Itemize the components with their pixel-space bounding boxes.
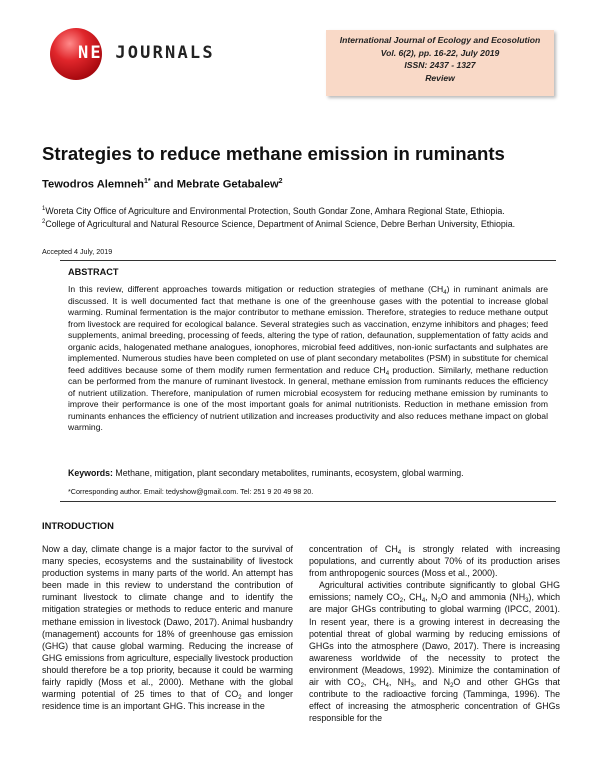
journal-volume: Vol. 6(2), pp. 16-22, July 2019	[380, 47, 500, 58]
author-list: Tewodros Alemneh$^{1*}$ and Mebrate Getabalew$^2$	[42, 178, 283, 191]
journal-name: International Journal of Ecology and Ecosolution	[339, 35, 541, 45]
keywords: Keywords: Methane, mitigation, plant secondary metabolites, ruminants, ecosystem, global warming.	[68, 468, 464, 478]
abstract-text: In this review, different approaches towards mitigation or reduction strategies of methane $(CH_4)$ in ruminant animals are discussed. It is well documented fact that methane is one of the greenhouse gases with the potential to increase global warming. Ruminal fermentation is the major contributor to methane emission. Therefore, strategies to reduce methane output from livestock are required for ecological balance. Several strategies such as vaccination, enzyme inhibitors and phages; feed supplements, animal breeding, processing of feeds, altering the type of ration, defaunation, supplementation of fatty acids and organic acids, halogenated methane analogues, ionophores, microbial feed additives, non-ionic surfactants and sulphates are implemented. Numerous studies have been completed on use of plant secondary metabolites (PSM) in substitute for chemical feed additives because some of them modify rumen fermentation and reduce $CH_4$ production. Similarly, methane reduction can be performed from the manure of ruminant livestock. In general, methane emission from ruminants reduces the efficiency of nutrient utilization. Therefore, manipulation of rumen microbial ecosystem for reducing methane emission by ruminants to improve their performance is one of the most important goals for animal nutritionists. Reduction in methane emission from ruminants enhances the efficiency of nutrient utilization and increases productivity and also reduces methane impact on global warming.	[68, 284, 548, 432]
affiliations	[42, 204, 558, 231]
accepted-date: Accepted 4 July, 2019	[42, 247, 113, 256]
abstract-section	[60, 260, 556, 502]
paper-title: Strategies to reduce methane emission in ruminants	[42, 143, 505, 164]
affiliation-1: $^1$Woreta City Office of Agriculture and Environmental Protection, South Gondar Zone, Amhara Regional State, Ethiopia.	[42, 205, 505, 216]
article-type: Review	[425, 72, 455, 83]
abstract-heading: ABSTRACT	[68, 267, 119, 277]
intro-column-1	[42, 543, 293, 712]
intro-paragraph-1: Now a day, climate change is a major factor to the survival of many species, ecosystems and the sustainability of livestock production systems in many parts of the world. An attempt has been made in this review to understand the contribution of ruminant livestock to climate change and to identify the mitigation strategies or methods to reduce enteric and manure methane emission in livestock (Dawo, 2017). Animal husbandry (management) accounts for 18% of greenhouse gas emission (GHG) that cause global warming. Reducing the increase of GHG emissions from agriculture, especially livestock production should therefore be a top priority, because it could be warming fairly rapidly (Moss et al., 2000). Methane with the global warming potential of 25 times to that of $CO_2$ and longer residence time is an important GHG. This increase in the	[42, 544, 293, 712]
intro-column-2	[309, 543, 560, 724]
introduction-heading: INTRODUCTION	[42, 520, 114, 531]
affiliation-2: $^2$College of Agricultural and Natural Resource Science, Department of Animal Science, Debre Berhan University, Ethiopia.	[42, 219, 516, 230]
corresponding-author: *Corresponding author. Email: tedyshow@gmail.com. Tel: 251 9 20 49 98 20.	[68, 487, 314, 496]
author-2: Mebrate Getabalew	[176, 178, 279, 191]
journal-logo	[42, 26, 222, 82]
intro-paragraph-2: concentration of $CH_4$ is strongly related with increasing populations, and currently about 70% of its production arises from anthropogenic sources (Moss et al., 2000).	[309, 544, 561, 579]
logo-text: NETJOURNALS	[78, 43, 215, 63]
journal-issn: ISSN: 2437 - 1327	[404, 60, 476, 70]
intro-paragraph-3: Agricultural activities contribute significantly to global GHG emissions; namely $CO_2$, $CH_4$, $N_2O$ and ammonia $(NH_3)$, which are major GHGs contributing to global warming (IPCC, 2001). In resent year, there is a growing interest in decreasing the potential threat of global warming by reducing emissions of GHGs into the atmosphere (Dawo, 2017). There is increasing awareness worldwide of the necessity to protect the environment (Meadows, 1992). Minimize the contamination of air with $CO_2$, $CH_4$, $NH_3$, and $N_2O$ and other GHGs that contribute to the radioactive forcing (Tamminga, 1996). The effect of increasing the atmospheric concentration of GHGs responsible for the	[309, 580, 561, 724]
journal-info-box	[326, 30, 554, 96]
author-1: Tewodros Alemneh	[42, 178, 144, 191]
